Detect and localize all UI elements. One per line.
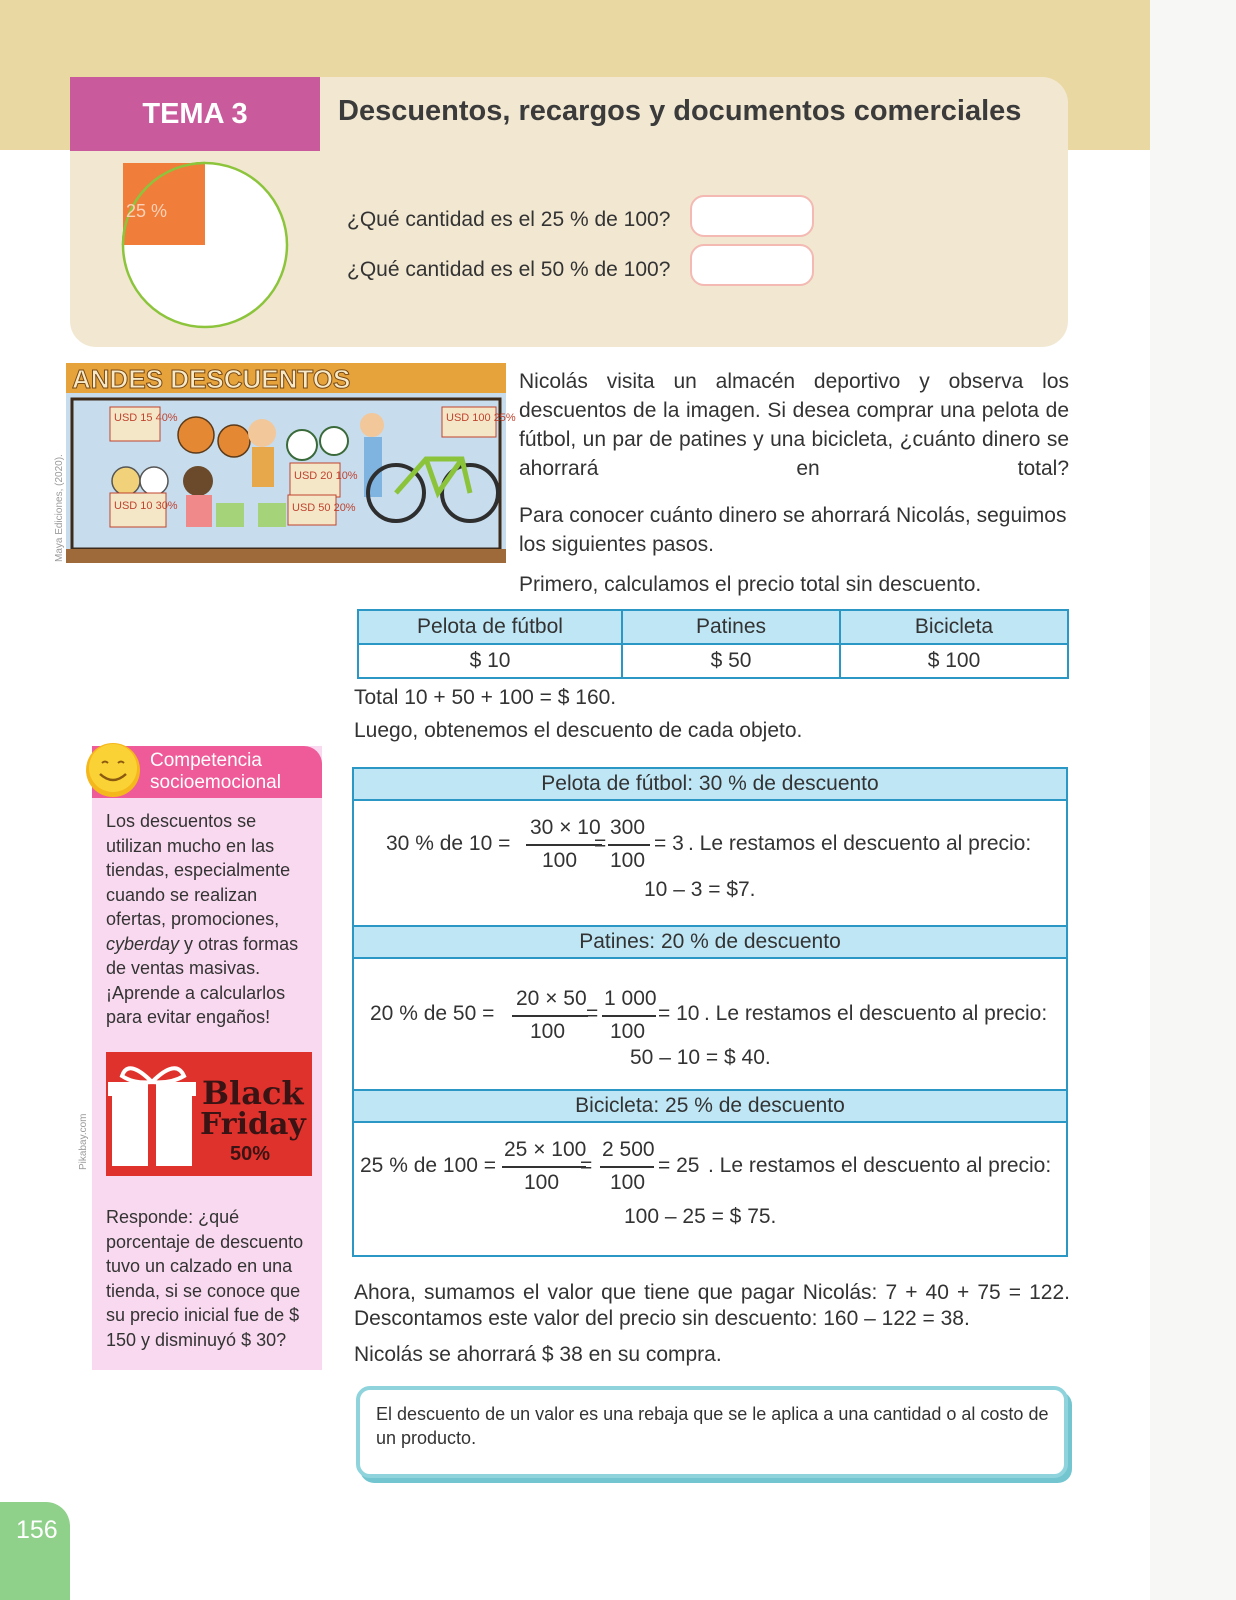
calc-result: = 10 <box>658 1002 700 1025</box>
bf-text-friday: Friday <box>200 1107 306 1142</box>
fraction-numerator: 1 000 <box>604 987 657 1010</box>
intro-paragraph-2: Para conocer cuánto dinero se ahorrará Nicolás, seguimos los siguientes pasos. <box>519 504 1067 556</box>
table-header-cell: Bicicleta <box>840 610 1068 644</box>
tema-label: TEMA 3 <box>70 77 320 151</box>
calc-note: . Le restamos el descuento al precio: <box>708 1154 1052 1177</box>
table-cell: $ 100 <box>840 644 1068 678</box>
price-tag: USD 15 40% <box>114 412 178 424</box>
sidebar-text <box>106 809 316 1030</box>
store-sign: ANDES DESCUENTOS <box>72 364 351 394</box>
definition-text: El descuento de un valor es una rebaja que se le aplica a una cantidad o al costo de un producto. <box>376 1404 1049 1448</box>
table-row <box>358 644 1068 678</box>
intro-paragraph-1: Nicolás visita un almacén deportivo y observa los descuentos de la imagen. Si desea comprar una pelota de fútbol, un par de patines y una bicicleta, ¿cuánto dinero se ahorrará en total? <box>519 370 1069 480</box>
fraction-denominator: 100 <box>530 1020 566 1043</box>
table-header-cell: Pelota de fútbol <box>358 610 622 644</box>
fraction-line <box>526 844 602 846</box>
sidebar-title <box>150 750 281 794</box>
intro-paragraph-3: Primero, calculamos el precio total sin descuento. <box>519 573 982 596</box>
fraction-line <box>608 844 650 846</box>
definition-box <box>356 1386 1068 1478</box>
fraction-numerator: 2 500 <box>602 1138 655 1161</box>
calc-result: = 3 <box>654 832 684 855</box>
calc-note: . Le restamos el descuento al precio: <box>688 832 1032 855</box>
fraction-denominator: 100 <box>610 1020 646 1043</box>
fraction-denominator: 100 <box>610 1171 646 1194</box>
fraction-line <box>502 1166 586 1168</box>
price-tag: USD 10 30% <box>114 500 178 512</box>
respond-text <box>106 1205 316 1352</box>
table-header-cell: Patines <box>622 610 840 644</box>
fraction-numerator: 25 × 100 <box>504 1138 587 1161</box>
sidebar-title-line: socioemocional <box>150 772 281 793</box>
price-table <box>357 609 1069 679</box>
conclusion-line-1: Ahora, sumamos el valor que tiene que pagar Nicolás: 7 + 40 + 75 = 122. <box>354 1281 1070 1304</box>
calc-heading: Patines: 20 % de descuento <box>354 925 1066 959</box>
fraction-numerator: 30 × 10 <box>530 816 601 839</box>
answer-box-2[interactable] <box>690 244 814 286</box>
bf-credit: Pikabay.com <box>78 1113 89 1170</box>
table-cell: $ 10 <box>358 644 622 678</box>
fraction-line <box>602 1015 656 1017</box>
fraction-denominator: 100 <box>610 849 646 872</box>
pie-label: 25 % <box>126 201 168 221</box>
fraction-denominator: 100 <box>524 1171 560 1194</box>
calc-subtraction: 100 – 25 = $ 75. <box>624 1205 777 1228</box>
calc-note: . Le restamos el descuento al precio: <box>704 1002 1048 1025</box>
calc-subtraction: 10 – 3 = $7. <box>644 878 756 901</box>
table-header-row <box>358 610 1068 644</box>
respond-question: : ¿qué porcentaje de descuento tuvo un calzado en una tienda, si se conoce que su precio inicial fue de $ 150 y disminuyó $ 30? <box>106 1207 304 1350</box>
question-2: ¿Qué cantidad es el 50 % de 100? <box>347 258 671 281</box>
then-line: Luego, obtenemos el descuento de cada objeto. <box>354 719 803 742</box>
calculation-box <box>352 767 1068 1257</box>
calc-heading: Bicicleta: 25 % de descuento <box>354 1089 1066 1123</box>
fraction-denominator: 100 <box>542 849 578 872</box>
calc-heading: Pelota de fútbol: 30 % de descuento <box>354 767 1066 801</box>
equals-sign: = <box>594 832 607 855</box>
store-illustration <box>66 363 516 563</box>
price-tag: USD 50 20% <box>292 502 356 514</box>
price-tag: USD 20 10% <box>294 470 358 482</box>
bf-text-percent: 50% <box>230 1143 271 1165</box>
sidebar-text-part: Los descuentos se utilizan mucho en las tiendas, especialmente cuando se realizan ofertas, promociones, <box>106 811 291 929</box>
sidebar-text-italic: cyberday <box>106 933 180 954</box>
respond-label: Responde <box>106 1207 189 1227</box>
bf-text-black: Black <box>202 1074 304 1112</box>
conclusion-line-2: Descontamos este valor del precio sin descuento: 160 – 122 = 38. <box>354 1307 970 1330</box>
price-tag: USD 100 25% <box>446 412 516 424</box>
header-card <box>70 77 1068 347</box>
total-line: Total 10 + 50 + 100 = $ 160. <box>354 686 617 709</box>
calc-result: = 25 <box>658 1154 700 1177</box>
calc-subtraction: 50 – 10 = $ 40. <box>630 1046 771 1069</box>
sidebar-text-part: y otras formas de ventas masivas. ¡Aprende a calcularlos para evitar engaños! <box>106 933 299 1027</box>
answer-box-1[interactable] <box>690 195 814 237</box>
pie-chart-icon <box>120 160 290 330</box>
sidebar-title-line: Competencia <box>150 750 262 771</box>
page-title: Descuentos, recargos y documentos comerciales <box>338 95 1022 127</box>
calc-lhs: 20 % de 50 = <box>370 1002 495 1025</box>
calc-lhs: 30 % de 10 = <box>386 832 511 855</box>
equals-sign: = <box>580 1154 593 1177</box>
fraction-line <box>512 1015 588 1017</box>
equals-sign: = <box>586 1002 599 1025</box>
conclusion-line-3: Nicolás se ahorrará $ 38 en su compra. <box>354 1343 722 1366</box>
calc-lhs: 25 % de 100 = <box>360 1154 497 1177</box>
smiley-icon <box>84 741 142 799</box>
page-number: 156 <box>16 1516 58 1544</box>
fraction-numerator: 300 <box>610 816 646 839</box>
page-edge <box>1150 0 1236 1600</box>
black-friday-image <box>106 1052 312 1176</box>
image-credit: Maya Ediciones, (2020). <box>54 454 65 562</box>
fraction-line <box>600 1166 654 1168</box>
table-cell: $ 50 <box>622 644 840 678</box>
question-1: ¿Qué cantidad es el 25 % de 100? <box>347 208 671 231</box>
fraction-numerator: 20 × 50 <box>516 987 587 1010</box>
